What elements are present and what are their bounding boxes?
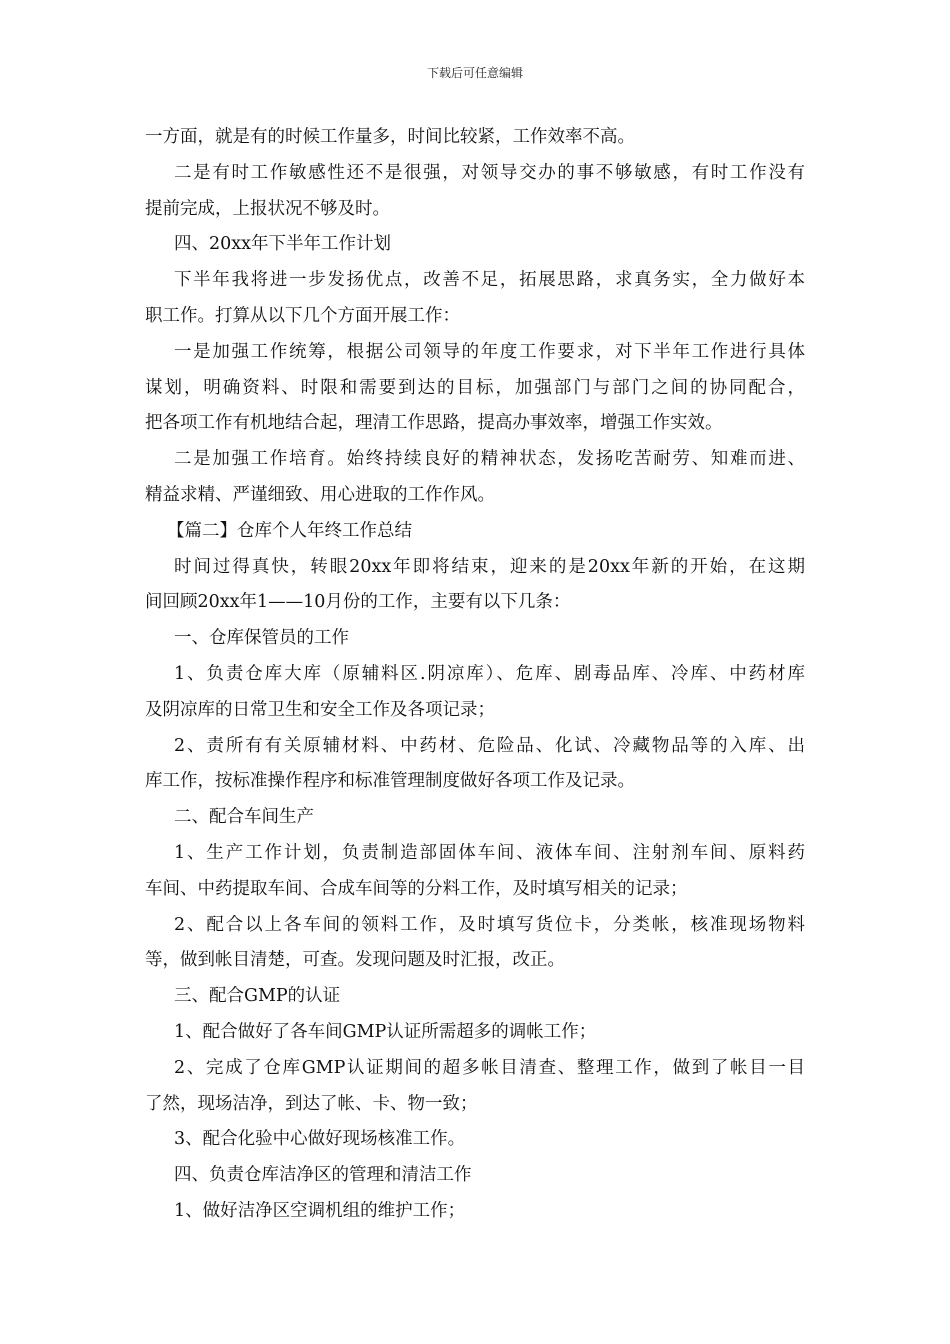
text-line: 一是加强工作统筹，根据公司领导的年度工作要求，对下半年工作进行具体 — [174, 341, 805, 362]
text-line: 1、生产工作计划，负责制造部固体车间、液体车间、注射剂车间、原料药 — [174, 842, 805, 863]
text-line: 二、配合车间生产 — [174, 807, 314, 828]
text-line: 等，做到帐目清楚，可查。发现问题及时汇报，改正。 — [145, 950, 565, 971]
text-line: 四、负责仓库洁净区的管理和清洁工作 — [174, 1165, 472, 1186]
text-line: 一方面，就是有的时候工作量多，时间比较紧，工作效率不高。 — [145, 127, 635, 147]
text-line: 精益求精、严谨细致、用心进取的工作作风。 — [145, 484, 495, 505]
text-line: 1、做好洁净区空调机组的维护工作； — [174, 1200, 466, 1221]
section-heading: 【篇二】仓库个人年终工作总结 — [167, 520, 412, 541]
text-line: 谋划，明确资料、时限和需要到达的目标，加强部门与部门之间的协同配合， — [145, 377, 805, 398]
document-body — [145, 120, 805, 1230]
text-line: 2、配合以上各车间的领料工作，及时填写货位卡，分类帐，核准现场物料 — [174, 914, 805, 935]
text-line: 及阴凉库的日常卫生和安全工作及各项记录； — [145, 699, 495, 720]
text-line: 了然，现场洁净，到达了帐、卡、物一致； — [145, 1093, 478, 1114]
text-line: 提前完成，上报状况不够及时。 — [145, 198, 390, 219]
text-line: 3、配合化验中心做好现场核准工作。 — [174, 1129, 466, 1150]
text-line: 二是有时工作敏感性还不是很强，对领导交办的事不够敏感，有时工作没有 — [174, 162, 805, 183]
text-line: 下半年我将进一步发扬优点，改善不足，拓展思路，求真务实，全力做好本 — [174, 270, 805, 291]
text-line: 一、仓库保管员的工作 — [174, 628, 349, 649]
text-line: 间回顾20xx年1——10月份的工作，主要有以下几条： — [145, 592, 571, 613]
text-line: 1、负责仓库大库（原辅料区.阴凉库）、危库、剧毒品库、冷库、中药材库 — [174, 663, 805, 684]
text-line: 职工作。打算从以下几个方面开展工作： — [145, 305, 460, 326]
text-line: 三、配合GMP的认证 — [174, 986, 341, 1007]
text-line: 时间过得真快，转眼20xx年即将结束，迎来的是20xx年新的开始，在这期 — [174, 556, 805, 577]
page-header: 下载后可任意编辑 — [426, 66, 523, 80]
text-line: 车间、中药提取车间、合成车间等的分料工作，及时填写相关的记录； — [145, 878, 688, 899]
text-line: 四、20xx年下半年工作计划 — [174, 234, 392, 255]
text-line: 1、配合做好了各车间GMP认证所需超多的调帐工作； — [174, 1021, 597, 1042]
text-line: 2、责所有有关原辅材料、中药材、危险品、化试、冷藏物品等的入库、出 — [174, 735, 805, 756]
text-line: 把各项工作有机地结合起，理清工作思路，提高办事效率，增强工作实效。 — [145, 413, 723, 434]
text-line: 库工作，按标准操作程序和标准管理制度做好各项工作及记录。 — [145, 771, 635, 792]
text-line: 2、完成了仓库GMP认证期间的超多帐目清查、整理工作，做到了帐目一目 — [174, 1057, 805, 1078]
text-line: 二是加强工作培育。始终持续良好的精神状态，发扬吃苦耐劳、知难而进、 — [174, 449, 805, 470]
